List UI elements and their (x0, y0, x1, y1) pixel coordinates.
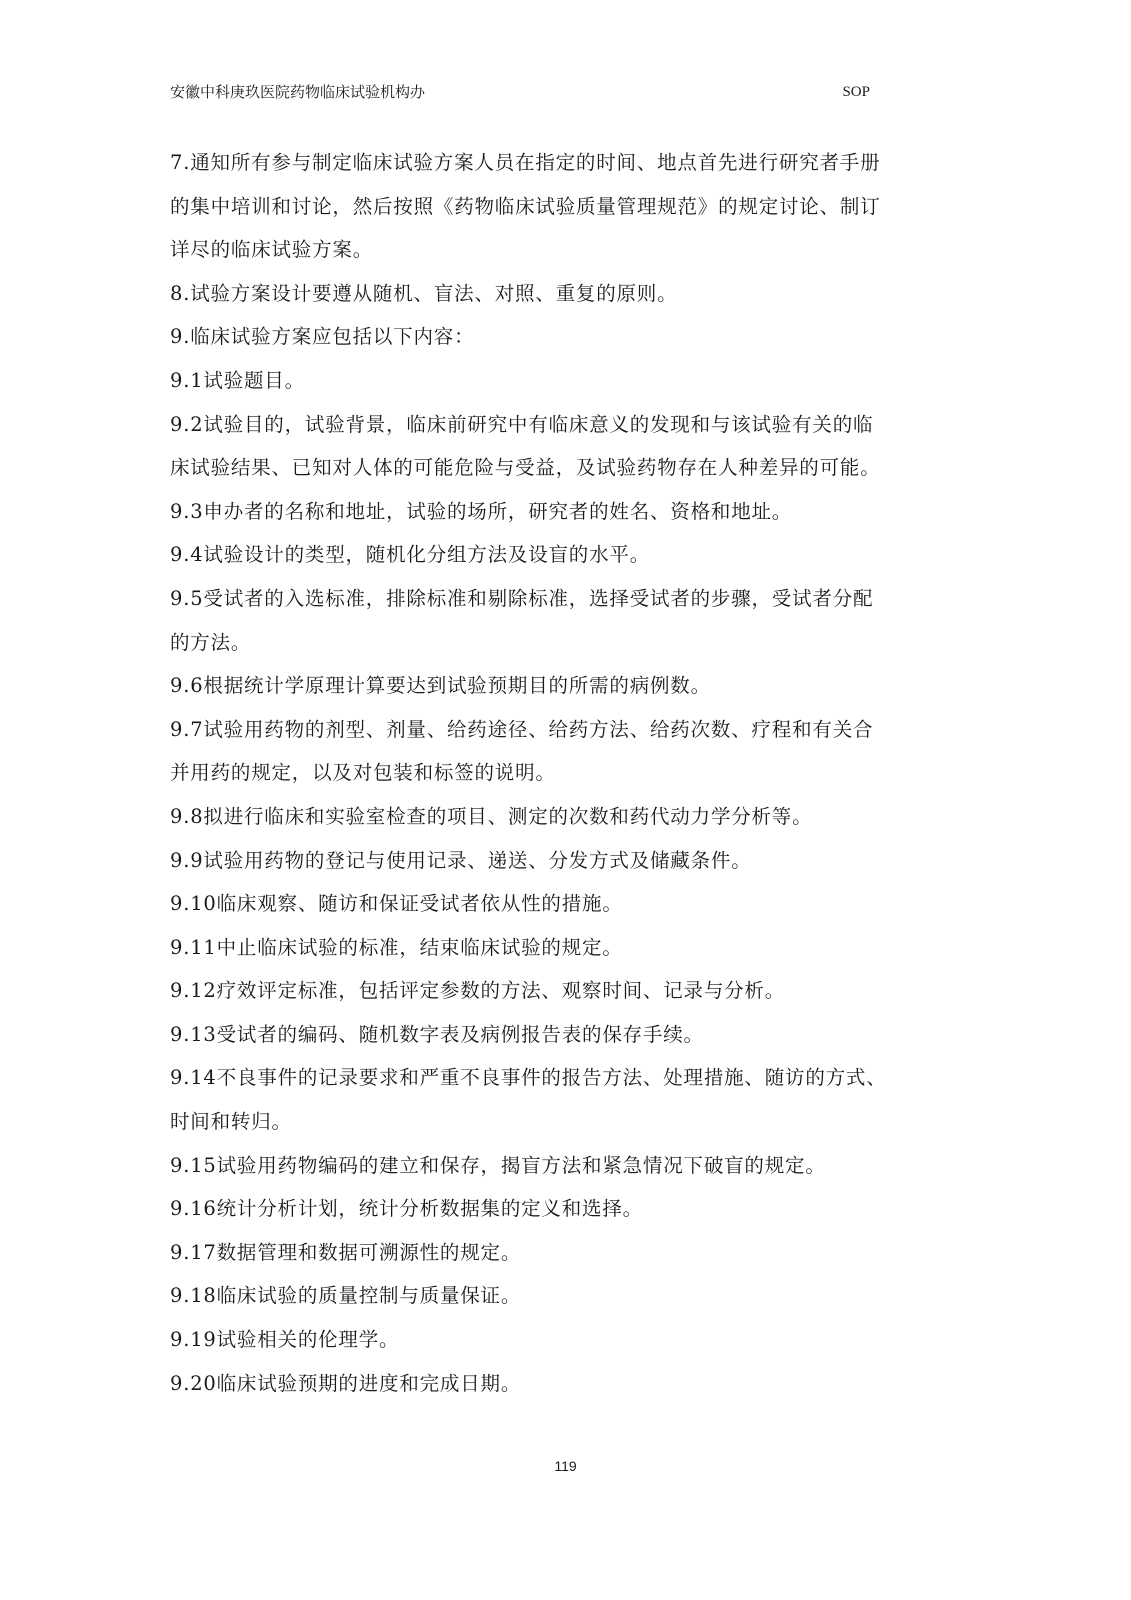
text-line: 详尽的临床试验方案。 (170, 238, 374, 262)
text-line: 9.5受试者的入选标准，排除标准和剔除标准，选择受试者的步骤，受试者分配 (170, 586, 874, 610)
text-line: 9.16统计分析计划，统计分析数据集的定义和选择。 (170, 1197, 643, 1221)
text-line: 并用药的规定，以及对包装和标签的说明。 (170, 761, 556, 785)
text-line: 9.12疗效评定标准，包括评定参数的方法、观察时间、记录与分析。 (170, 979, 786, 1003)
text-line: 9.1试验题目。 (170, 368, 305, 392)
text-line: 9.13受试者的编码、随机数字表及病例报告表的保存手续。 (170, 1022, 704, 1046)
text-line: 9.19试验相关的伦理学。 (170, 1328, 400, 1352)
text-line: 9.11中止临床试验的标准，结束临床试验的规定。 (170, 935, 623, 959)
text-line: 9.2试验目的，试验背景，临床前研究中有临床意义的发现和与该试验有关的临 (170, 412, 874, 436)
text-line: 7.通知所有参与制定临床试验方案人员在指定的时间、地点首先进行研究者手册 (170, 151, 881, 174)
header-org-name: 安徽中科庚玖医院药物临床试验机构办 (170, 83, 426, 101)
text-line: 9.6根据统计学原理计算要达到试验预期目的所需的病例数。 (170, 674, 711, 698)
text-line: 9.8拟进行临床和实验室检查的项目、测定的次数和药代动力学分析等。 (170, 804, 813, 828)
text-line: 9.14不良事件的记录要求和严重不良事件的报告方法、处理措施、随访的方式、 (170, 1066, 887, 1090)
text-line: 时间和转归。 (170, 1110, 292, 1134)
text-line: 9.临床试验方案应包括以下内容： (170, 325, 475, 349)
text-line: 9.4试验设计的类型，随机化分组方法及设盲的水平。 (170, 543, 651, 567)
text-line: 9.17数据管理和数据可溯源性的规定。 (170, 1240, 522, 1264)
header-doc-type: SOP (842, 84, 870, 100)
document-body (170, 141, 950, 1405)
text-line: 9.7试验用药物的剂型、剂量、给药途径、给药方法、给药次数、疗程和有关合 (170, 717, 874, 741)
text-line: 9.20临床试验预期的进度和完成日期。 (170, 1371, 522, 1395)
text-line: 9.9试验用药物的登记与使用记录、递送、分发方式及储藏条件。 (170, 848, 752, 872)
page-number: 119 (554, 1458, 577, 1474)
text-line: 9.18临床试验的质量控制与质量保证。 (170, 1284, 522, 1308)
text-line: 8.试验方案设计要遵从随机、盲法、对照、重复的原则。 (170, 281, 678, 305)
text-line: 9.10临床观察、随访和保证受试者依从性的措施。 (170, 892, 623, 916)
page-header (170, 80, 870, 104)
text-line: 9.15试验用药物编码的建立和保存，揭盲方法和紧急情况下破盲的规定。 (170, 1153, 826, 1177)
text-line: 9.3申办者的名称和地址，试验的场所，研究者的姓名、资格和地址。 (170, 499, 793, 523)
text-line: 的集中培训和讨论，然后按照《药物临床试验质量管理规范》的规定讨论、制订 (170, 194, 881, 218)
text-line: 的方法。 (170, 630, 252, 654)
text-line: 床试验结果、已知对人体的可能危险与受益，及试验药物存在人种差异的可能。 (170, 456, 881, 480)
